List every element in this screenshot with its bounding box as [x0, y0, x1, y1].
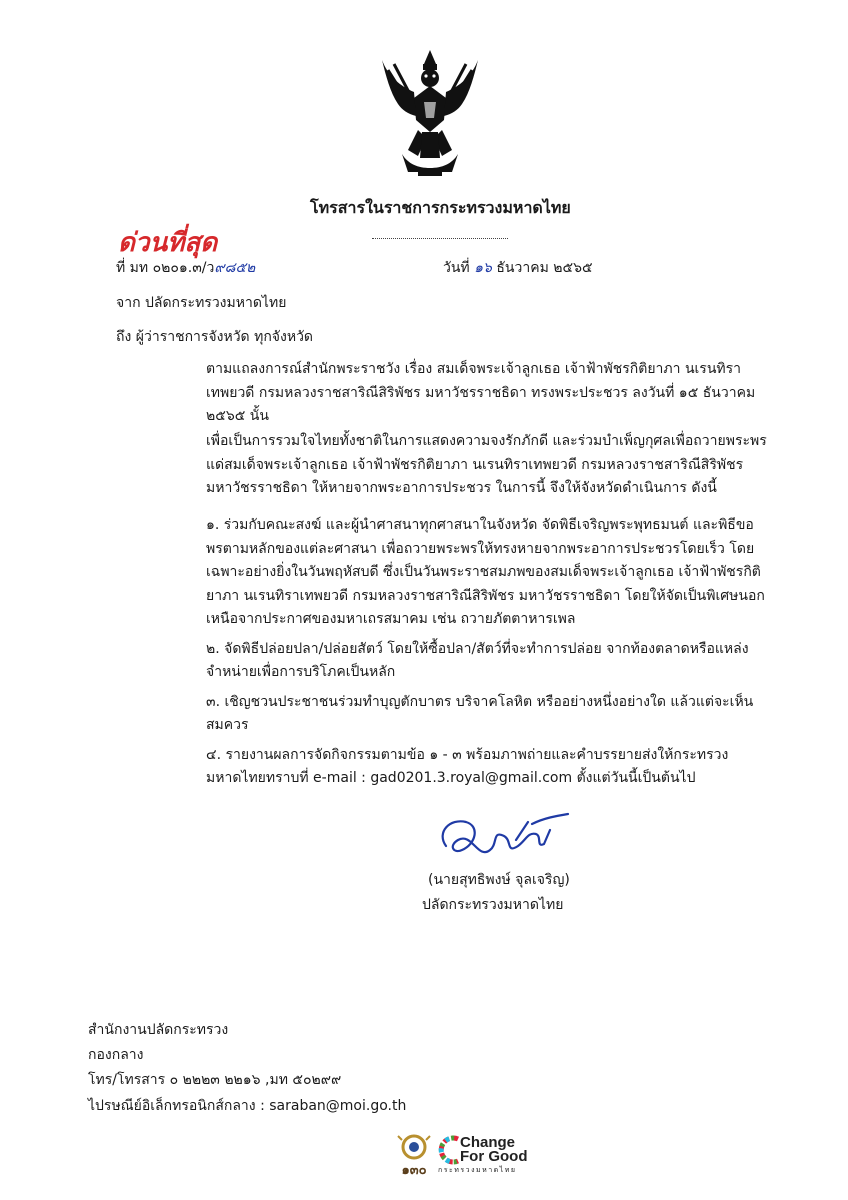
- footer-office: สำนักงานปลัดกระทรวง: [88, 1022, 229, 1038]
- logo-change-text: Change: [460, 1134, 516, 1151]
- list-item: ๓. เชิญชวนประชาชนร่วมทำบุญตักบาตร บริจาคโลหิต หรืออย่างหนึ่งอย่างใด แล้วแต่จะเห็นสมควร: [206, 693, 754, 733]
- title-underline-dots: [372, 238, 508, 239]
- sender-line: จาก ปลัดกระทรวงมหาดไทย: [116, 295, 287, 311]
- list-item: ๒. จัดพิธีปล่อยปลา/ปล่อยสัตว์ โดยให้ซื้อปลา/สัตว์ที่จะทำการปล่อย จากท้องตลาดหรือแหล่งจำหน่ายเพื่อการบริโภคเป็นหลัก: [206, 640, 749, 680]
- item-list: [88, 514, 768, 791]
- change-for-good-logo: [438, 1135, 528, 1176]
- date-month-year: ธันวาคม ๒๕๖๕: [496, 260, 593, 276]
- document-title: โทรสารในราชการกระทรวงมหาดไทย: [310, 198, 571, 217]
- letter-date: [443, 258, 593, 278]
- logo-for-good-text: For Good: [460, 1148, 528, 1165]
- anniversary-number: ๑๓๐: [401, 1163, 427, 1178]
- paragraph-reference: [88, 358, 768, 429]
- list-item: ๔. รายงานผลการจัดกิจกรรมตามข้อ ๑ - ๓ พร้อมภาพถ่ายและคำบรรยายส่งให้กระทรวงมหาดไทยทราบที่ e-mail : gad0201.3.royal@gmail.com ตั้งแต่วันนี้เป็นต้นไป: [206, 746, 729, 786]
- footer-phone: โทร/โทรสาร ๐ ๒๒๒๓ ๒๒๑๖ ,มท ๕๐๒๙๙: [88, 1072, 342, 1088]
- paragraph-purpose: [88, 430, 768, 501]
- reference-prefix: ที่ มท ๐๒๐๑.๓/ว: [116, 260, 215, 276]
- logo-ministry-caption: กระทรวงมหาดไทย: [438, 1166, 517, 1174]
- reference-number: [116, 258, 255, 278]
- recipient-line: ถึง ผู้ว่าราชการจังหวัด ทุกจังหวัด: [116, 329, 314, 345]
- paragraph-2: เพื่อเป็นการรวมใจไทยทั้งชาติในการแสดงความจงรักภักดี และร่วมบำเพ็ญกุศลเพื่อถวายพระพรแด่สมเด็จพระเจ้าลูกเธอ เจ้าฟ้าพัชรกิติยาภา นเรนทิราเทพยวดี กรมหลวงราชสาริณีสิริพัชร มหาวัชรราชธิดา ให้หายจากพระอาการประชวร ในการนี้ จึงให้จังหวัดดำเนินการ ดังนี้: [206, 433, 767, 496]
- date-prefix: วันที่: [443, 260, 470, 276]
- anniversary-logo: [393, 1134, 435, 1178]
- garuda-emblem-icon: [378, 46, 482, 178]
- urgency-stamp: ด่วนที่สุด: [118, 228, 218, 258]
- handwritten-signature: [432, 806, 572, 870]
- footer-division: กองกลาง: [88, 1047, 144, 1063]
- signatory-position: ปลัดกระทรวงมหาดไทย: [422, 897, 564, 913]
- footer-email: ไปรษณีย์อิเล็กทรอนิกส์กลาง : saraban@moi.go.th: [88, 1098, 407, 1114]
- paragraph-1: ตามแถลงการณ์สำนักพระราชวัง เรื่อง สมเด็จพระเจ้าลูกเธอ เจ้าฟ้าพัชรกิติยาภา นเรนทิราเทพยวดี กรมหลวงราชสาริณีสิริพัชร มหาวัชรราชธิดา ทรงพระประชวร ลงวันที่ ๑๕ ธันวาคม ๒๕๖๕ นั้น: [206, 361, 756, 424]
- signatory-name: (นายสุทธิพงษ์ จุลเจริญ): [428, 872, 570, 888]
- date-day-handwritten: ๑๖: [474, 260, 492, 276]
- anniversary-emblem-icon: [396, 1134, 432, 1160]
- list-item: ๑. ร่วมกับคณะสงฆ์ และผู้นำศาสนาทุกศาสนาในจังหวัด จัดพิธีเจริญพระพุทธมนต์ และพิธีขอพรตามหลักของแต่ละศาสนา เพื่อถวายพระพรให้ทรงหายจากพระอาการประชวรโดยเร็ว โดยเฉพาะอย่างยิ่งในวันพฤหัสบดี ซึ่งเป็นวันพระราชสมภพของสมเด็จพระเจ้าลูกเธอ เจ้าฟ้าพัชรกิติยาภา นเรนทิราเทพยวดี กรมหลวงราชสาริณีสิริพัชร มหาวัชรราชธิดา โดยให้จัดเป็นพิเศษนอกเหนือจากประกาศของมหาเถรสมาคม เช่น ถวายภัตตาหารเพล: [206, 517, 765, 627]
- colorful-c-icon: [438, 1135, 460, 1165]
- reference-handwritten-number: ๙๘๕๒: [214, 260, 256, 276]
